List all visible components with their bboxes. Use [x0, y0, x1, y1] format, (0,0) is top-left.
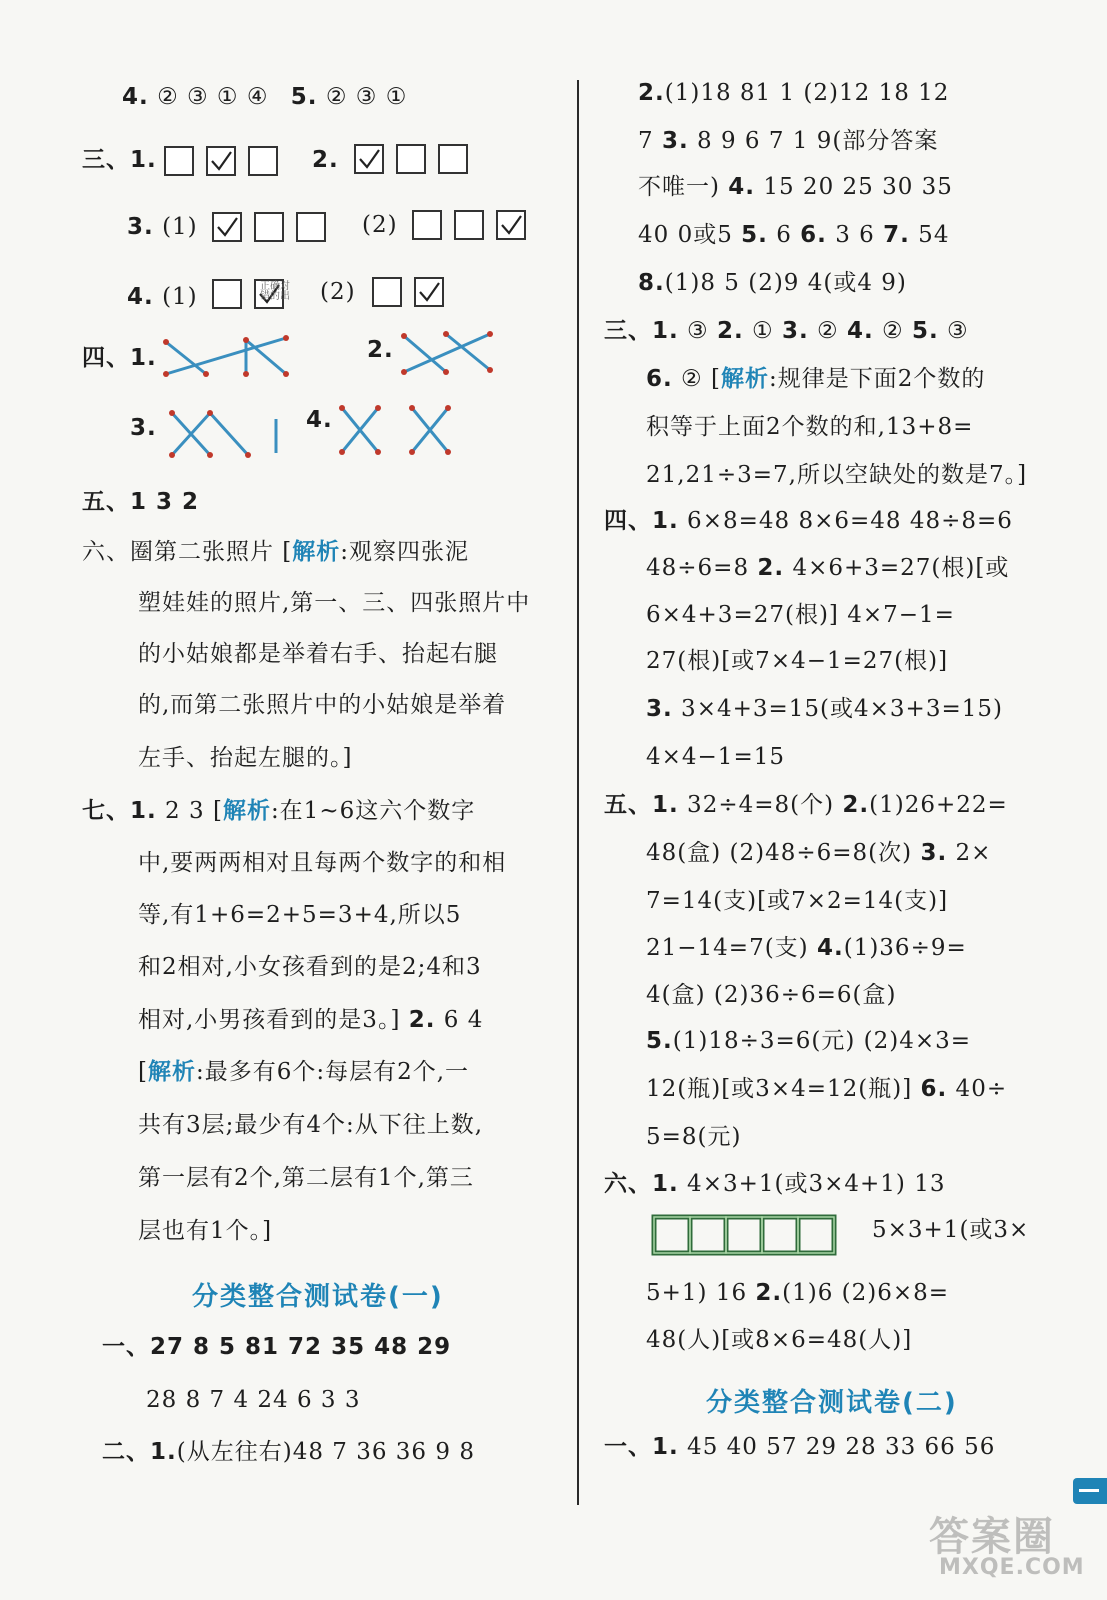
answer-box-checked	[414, 277, 444, 307]
analysis-tag: 解析	[292, 539, 341, 565]
line-l14: 中,要两两相对且每两个数字的和相	[138, 850, 507, 876]
line-r16: 五、1. 32÷4=8(个) 2.(1)26+22=	[604, 792, 1008, 818]
answer-box	[212, 279, 242, 309]
line-r27: 48(人)[或8×6=48(人)]	[646, 1327, 913, 1353]
line-l2-label: 三、1.	[82, 147, 157, 173]
line-l17: 相对,小男孩看到的是3。] 2. 6 4	[138, 1007, 484, 1033]
answer-box	[396, 144, 426, 174]
line-l7: 五、1 3 2	[82, 489, 200, 515]
line-l10: 的小姑娘都是举着右手、抬起右腿	[138, 641, 498, 667]
line-r13: 27(根)[或7×4−1=27(根)]	[646, 648, 949, 674]
line-r22: 12(瓶)[或3×4=12(瓶)] 6. 40÷	[646, 1076, 1008, 1102]
line-r3: 不唯一) 4. 15 20 25 30 35	[638, 174, 953, 200]
line-r11: 48÷6=8 2. 4×6+3=27(根)[或	[646, 555, 1010, 581]
line-r18: 7=14(支)[或7×2=14(支)]	[646, 888, 949, 914]
line-r17: 48(盒) (2)48÷6=8(次) 3. 2×	[646, 840, 992, 866]
line-l11: 的,而第二张照片中的小姑娘是举着	[138, 692, 507, 718]
line-l3-label: 3. (1)	[127, 214, 198, 240]
line-l9: 塑娃娃的照片,第一、三、四张照片中	[138, 590, 531, 616]
line-r20: 4(盒) (2)36÷6=6(盒)	[646, 982, 897, 1008]
line-l13: 七、1. 2 3 [解析:在1~6这六个数字	[82, 798, 476, 824]
analysis-tag: 解析	[147, 1059, 196, 1085]
line-r7: 6. ② [解析:规律是下面2个数的	[646, 366, 986, 392]
section-title-2: 分类整合测试卷(二)	[706, 1388, 958, 1418]
line-l21: 层也有1个。]	[138, 1218, 273, 1244]
analysis-tag: 解析	[222, 798, 271, 824]
answer-box-checked	[206, 146, 236, 176]
line-r24: 六、1. 4×3+1(或3×4+1) 13	[604, 1171, 946, 1197]
line-r4: 40 0或5 5. 6 6. 3 6 7. 54	[638, 222, 950, 248]
answer-box	[254, 212, 284, 242]
line-l16: 和2相对,小女孩看到的是2;4和3	[138, 954, 482, 980]
line-r12: 6×4+3=27(根)] 4×7−1=	[646, 602, 955, 628]
line-l1: 4. ② ③ ① ④ 5. ② ③ ①	[122, 84, 408, 110]
line-l4-label: 4. (1)	[127, 284, 198, 310]
line-l2-num2: 2.	[312, 147, 339, 173]
line-l8: 六、圈第二张照片 [解析:观察四张泥	[82, 539, 470, 565]
matching-lines-figure-3	[166, 405, 286, 465]
line-r8: 积等于上面2个数的和,13+8=	[646, 414, 974, 440]
line-r25: 5×3+1(或3×	[872, 1217, 1030, 1243]
line-l22: 一、27 8 5 81 72 35 48 29	[102, 1334, 452, 1360]
matchstick-squares-figure	[650, 1213, 842, 1257]
line-r14: 3. 3×4+3=15(或4×3+3=15)	[646, 696, 1003, 722]
line-l3-p2: (2)	[362, 212, 398, 238]
line-l6-num4: 4.	[306, 407, 333, 433]
matching-lines-figure-2	[400, 326, 500, 381]
answer-box	[164, 146, 194, 176]
handwritten-scribble: 正确对 错的出	[260, 281, 290, 302]
answer-box	[412, 210, 442, 240]
answer-box-checked	[354, 144, 384, 174]
column-divider	[577, 80, 579, 1505]
matching-lines-figure-4	[336, 400, 456, 460]
line-r5: 8.(1)8 5 (2)9 4(或4 9)	[638, 270, 907, 296]
left-column	[82, 0, 567, 1600]
line-l23: 28 8 7 4 24 6 3 3	[146, 1387, 361, 1413]
line-r2: 7 3. 8 9 6 7 1 9(部分答案	[638, 128, 939, 154]
matching-lines-figure-1	[160, 330, 300, 385]
line-r21: 5.(1)18÷3=6(元) (2)4×3=	[646, 1028, 972, 1054]
answer-box	[248, 146, 278, 176]
line-l4-p2: (2)	[320, 279, 356, 305]
right-column	[604, 0, 1100, 1600]
answer-box	[372, 277, 402, 307]
line-r6: 三、1. ③ 2. ① 3. ② 4. ② 5. ③	[604, 318, 969, 344]
line-l19: 共有3层;最少有4个:从下往上数,	[138, 1112, 484, 1138]
line-l15: 等,有1+6=2+5=3+4,所以5	[138, 902, 462, 928]
line-r1: 2.(1)18 81 1 (2)12 18 12	[638, 80, 950, 106]
section-title-1: 分类整合测试卷(一)	[192, 1282, 444, 1312]
line-l5-label: 四、1.	[82, 345, 157, 371]
line-l24: 二、1.(从左往右)48 7 36 36 9 8	[102, 1439, 475, 1465]
line-l18: [解析:最多有6个:每层有2个,一	[138, 1059, 470, 1085]
answer-box-checked	[496, 210, 526, 240]
line-l12: 左手、抬起左腿的。]	[138, 745, 353, 771]
line-r26: 5+1) 16 2.(1)6 (2)6×8=	[646, 1280, 950, 1306]
watermark-logo: 答案圈 MXQE.COM	[929, 1514, 1085, 1580]
answer-box	[454, 210, 484, 240]
line-r9: 21,21÷3=7,所以空缺处的数是7。]	[646, 462, 1028, 488]
line-r15: 4×4−1=15	[646, 744, 785, 770]
line-l20: 第一层有2个,第二层有1个,第三	[138, 1165, 474, 1191]
line-r10: 四、1. 6×8=48 8×6=48 48÷8=6	[604, 508, 1013, 534]
line-r28: 一、1. 45 40 57 29 28 33 66 56	[604, 1434, 996, 1460]
line-r23: 5=8(元)	[646, 1124, 742, 1150]
answer-box-checked	[212, 212, 242, 242]
line-l5-num2: 2.	[367, 337, 394, 363]
line-r19: 21−14=7(支) 4.(1)36÷9=	[646, 935, 967, 961]
answer-box	[438, 144, 468, 174]
answer-box	[296, 212, 326, 242]
line-l6-num3: 3.	[130, 415, 157, 441]
analysis-tag: 解析	[720, 366, 769, 392]
